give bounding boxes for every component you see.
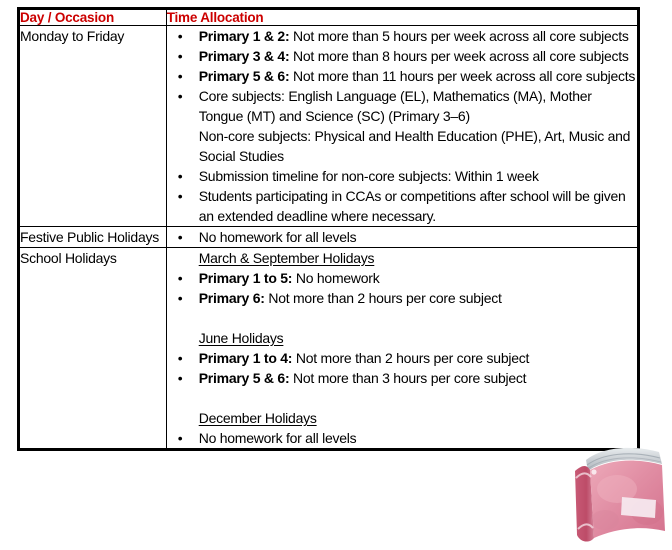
allocation-list (167, 26, 637, 226)
list-item (167, 227, 637, 247)
column-header-time: Time Allocation (166, 10, 264, 25)
list-item-text: Not more than 11 hours per week across all core subjects (289, 68, 636, 84)
list-item-lead: Primary 1 & 2: (198, 28, 290, 44)
day-occasion-label: School Holidays (20, 250, 117, 266)
list-item (167, 126, 637, 166)
list-item-text: Not more than 3 hours per core subject (289, 370, 527, 386)
book-wash-2 (631, 499, 663, 525)
list-item-text: Not more than 5 hours per week across all core subjects (289, 28, 629, 44)
list-item-text: Not more than 8 hours per week across all core subjects (289, 48, 629, 64)
list-item-text: No homework for all levels (198, 430, 357, 446)
list-item-lead: Primary 1 to 5: (198, 270, 293, 286)
list-subheading-text: March & September Holidays (198, 250, 375, 266)
book-label (621, 497, 656, 518)
allocation-list (167, 248, 637, 448)
list-item-lead: Primary 5 & 6: (198, 370, 290, 386)
book-page-line-2 (588, 458, 662, 469)
list-subheading (167, 328, 637, 348)
list-subheading (167, 408, 637, 428)
list-spacer (167, 308, 637, 328)
list-item (167, 46, 637, 66)
table-row (19, 227, 639, 248)
list-item-text: Students participating in CCAs or competitions after school will be given an extended deadline where necessary. (198, 188, 626, 224)
list-spacer (167, 388, 637, 408)
table-body (19, 9, 639, 450)
book-cover (590, 461, 665, 538)
allocation-list (167, 227, 637, 247)
book-spine (575, 466, 594, 542)
list-item-text: No homework (292, 270, 380, 286)
time-allocation-cell (166, 248, 638, 450)
book-corner-dot (591, 469, 596, 474)
list-item-lead: Primary 6: (198, 290, 265, 306)
list-item (167, 166, 637, 186)
list-item (167, 348, 637, 368)
day-occasion-cell (19, 248, 167, 450)
time-allocation-cell (166, 227, 638, 248)
day-occasion-cell (19, 26, 167, 227)
list-item (167, 368, 637, 388)
header-cell-day (19, 9, 167, 26)
list-item-text: No homework for all levels (198, 229, 357, 245)
column-header-day: Day / Occasion (20, 10, 114, 25)
list-item (167, 268, 637, 288)
header-cell-time (166, 9, 638, 26)
homework-policy-table (17, 7, 640, 451)
book-wash-3 (591, 510, 619, 530)
table-header-row (19, 9, 639, 26)
list-subheading-text: December Holidays (198, 410, 317, 426)
list-item-lead: Primary 1 to 4: (198, 350, 293, 366)
day-occasion-label: Festive Public Holidays (20, 229, 159, 245)
table-row (19, 26, 639, 227)
list-item (167, 66, 637, 86)
list-item (167, 428, 637, 448)
time-allocation-cell (166, 26, 638, 227)
book-page-line-1 (587, 454, 660, 465)
list-item-text: Core subjects: English Language (EL), Mathematics (MA), Mother Tongue (MT) and Science (SC) (Primary 3–6) (198, 88, 592, 124)
list-item-text: Submission timeline for non-core subjects: Within 1 week (198, 168, 539, 184)
book-band-top (576, 473, 591, 478)
list-item-text: Non-core subjects: Physical and Health Education (PHE), Art, Music and Social Studies (198, 128, 631, 164)
list-item-lead: Primary 5 & 6: (198, 68, 290, 84)
table-row (19, 248, 639, 450)
day-occasion-cell (19, 227, 167, 248)
list-item-text: Not more than 2 hours per core subject (264, 290, 502, 306)
book-pages (586, 448, 662, 471)
list-item-lead: Primary 3 & 4: (198, 48, 290, 64)
book-band-bottom (578, 524, 593, 529)
list-item (167, 86, 637, 126)
list-item (167, 186, 637, 226)
list-item (167, 26, 637, 46)
book-wash-1 (597, 475, 637, 503)
list-subheading-text: June Holidays (198, 330, 284, 346)
day-occasion-label: Monday to Friday (20, 28, 125, 44)
list-subheading (167, 248, 637, 268)
list-item (167, 288, 637, 308)
list-item-text: Not more than 2 hours per core subject (292, 350, 530, 366)
